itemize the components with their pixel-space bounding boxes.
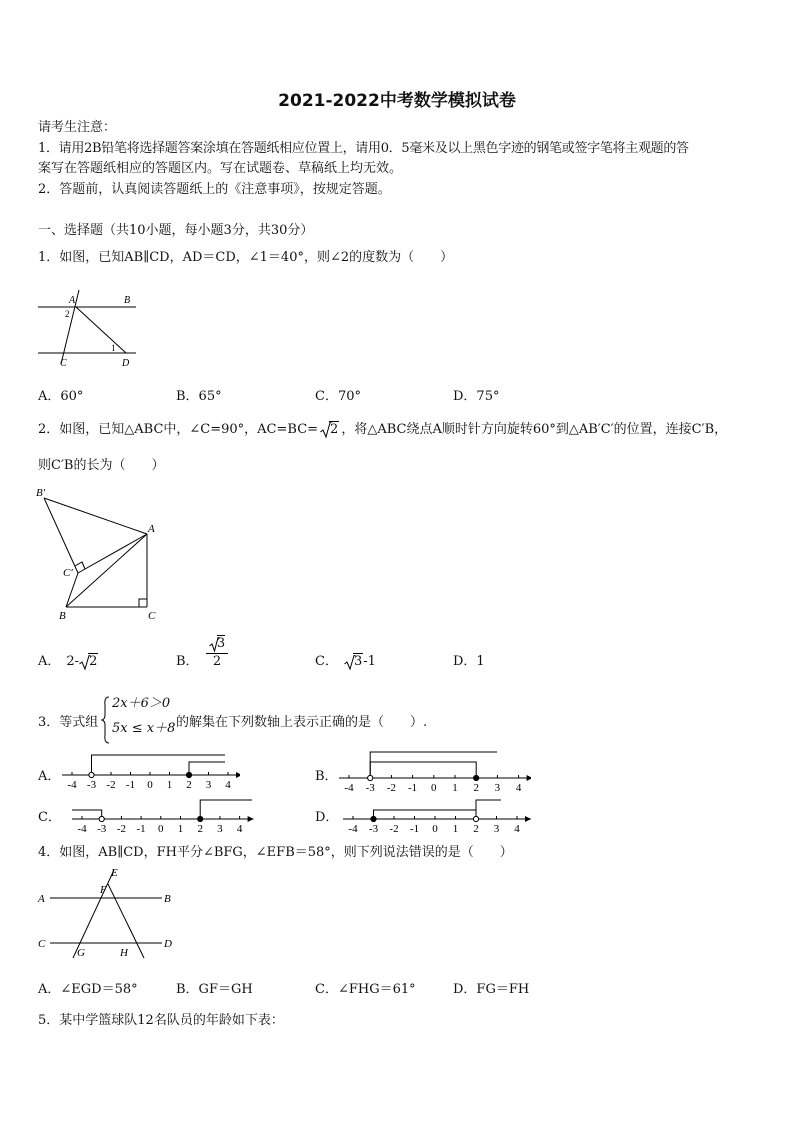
tick-label: 2 [473, 782, 479, 794]
line-ef [73, 870, 114, 958]
q2-option-c: C． 3-1 [315, 654, 376, 669]
q3-suffix: 的解集在下列数轴上表示正确的是（ ）. [176, 715, 428, 730]
q2-option-b-numerator: 3 [216, 636, 226, 651]
open-point [473, 816, 478, 821]
notice-line-2: 案写在答题纸相应的答题区内。写在试题卷、草稿纸上均无效。 [38, 161, 403, 176]
label-b: B [59, 610, 66, 622]
label-g: G [77, 947, 85, 959]
segment-ab [66, 534, 147, 607]
solution-ray [476, 800, 501, 819]
tick-label: 2 [197, 823, 203, 835]
solution-ray [374, 810, 477, 819]
label-a: A [148, 523, 155, 535]
solution-ray [200, 800, 252, 819]
tick-label: -4 [67, 779, 77, 791]
label-b: B [164, 893, 171, 905]
tick-label: 1 [452, 823, 459, 835]
q3-option-b: B． [315, 769, 338, 784]
label-d: D [122, 358, 130, 369]
open-point [368, 775, 373, 780]
tick-label: -1 [408, 782, 418, 794]
label-c: C [148, 610, 156, 622]
tick-label: -4 [348, 823, 358, 835]
q2-stem-a: 2．如图，已知△ABC中，∠C=90°，AC=BC= [38, 422, 319, 437]
tick-label: 1 [177, 823, 184, 835]
tick-label: 4 [514, 823, 520, 835]
notice-line-1: 1．请用2B铅笔将选择题答案涂填在答题纸相应位置上，请用0．5毫米及以上黑色字迹的钢笔或签字笔将主观题的答 [38, 141, 689, 156]
tick-label: -2 [116, 823, 126, 835]
q3-number-line-a [60, 750, 240, 794]
tick-label: 0 [158, 823, 164, 835]
tick-label: -3 [86, 779, 97, 791]
q3-inequality-1: 2x＋6＞0 [112, 696, 171, 711]
tick-label: 1 [452, 782, 458, 794]
q2-option-d: D．1 [453, 654, 485, 669]
q2-option-a: A． 2- 2 [38, 654, 98, 669]
label-a: A [69, 295, 76, 306]
open-point [99, 816, 104, 821]
label-f: F [100, 884, 107, 896]
tick-label: 2 [186, 779, 192, 791]
tick-label: -2 [389, 823, 399, 835]
tick-label: 3 [217, 823, 223, 835]
q1-figure [34, 288, 144, 372]
tick-label: 3 [493, 823, 500, 835]
tick-label: -4 [77, 823, 87, 835]
right-angle-cp-mark [75, 562, 85, 569]
tick-label: 4 [225, 779, 231, 791]
tick-label: -1 [125, 779, 136, 791]
axis-arrow [236, 772, 240, 778]
tick-label: 4 [515, 782, 522, 794]
q3-number-line-c [70, 796, 260, 836]
angle-2-label: 2 [65, 309, 70, 319]
q5-stem: 5．某中学篮球队12名队员的年龄如下表： [38, 1013, 284, 1028]
q2-option-b-denominator: 2 [206, 653, 228, 669]
q3-number-line-b [337, 748, 531, 794]
sqrt-2 [320, 420, 339, 440]
q1-option-a: A．60° [38, 389, 84, 404]
q2-option-c-radicand: 3 [353, 654, 363, 669]
section-heading: 一、选择题（共10小题，每小题3分，共30分） [38, 223, 314, 238]
axis-arrow [248, 816, 254, 822]
tick-label: 0 [431, 782, 437, 794]
label-e: E [111, 867, 118, 879]
tick-label: -3 [97, 823, 107, 835]
tick-label: 0 [432, 823, 438, 835]
q1-option-d: D．75° [453, 389, 500, 404]
q4-stem: 4．如图，AB∥CD，FH平分∠BFG，∠EFB＝58°，则下列说法错误的是（ ） [38, 845, 513, 860]
open-point [89, 772, 94, 777]
q3-number-line-d [341, 796, 533, 836]
solution-ray [92, 755, 226, 775]
segment-ad [76, 307, 126, 353]
axis-arrow [525, 816, 531, 822]
q3-option-d: D． [315, 810, 339, 825]
tick-label: 2 [473, 823, 479, 835]
angle-1-label: 1 [111, 343, 116, 353]
closed-point [186, 772, 191, 777]
label-d: D [164, 938, 172, 950]
q2-radicand: 2 [330, 422, 339, 437]
q1-stem: 1．如图，已知AB∥CD，AD＝CD，∠1＝40°，则∠2的度数为（ ） [38, 250, 454, 265]
q4-option-d: D．FG＝FH [453, 982, 530, 997]
q4-option-a: A．∠EGD＝58° [38, 982, 138, 997]
page-title: 2021-2022中考数学模拟试卷 [278, 91, 516, 111]
q2-figure [30, 484, 170, 624]
right-angle-c-mark [139, 599, 147, 607]
q4-option-c: C．∠FHG＝61° [315, 982, 416, 997]
solution-ray [72, 810, 102, 819]
q2-stem-line-1 [38, 420, 727, 440]
label-c-prime: C′ [63, 567, 73, 579]
tick-label: -4 [344, 782, 354, 794]
q1-option-b: B．65° [176, 389, 222, 404]
q3-inequality-2: 5x ≤ x＋8 [112, 721, 176, 736]
closed-point [474, 775, 479, 780]
segment-cp-a [78, 534, 147, 573]
label-b-prime: B′ [36, 487, 46, 499]
tick-label: -1 [136, 823, 146, 835]
tick-label: -1 [409, 823, 420, 835]
q4-figure [34, 864, 184, 964]
solution-ray [370, 752, 497, 778]
segment-bp-a [44, 498, 147, 534]
q3-prefix: 3．等式组 [38, 715, 99, 730]
label-h: H [120, 947, 128, 959]
closed-point [198, 816, 203, 821]
solution-ray [189, 762, 225, 775]
tick-label: -3 [368, 823, 379, 835]
tick-label: 3 [494, 782, 501, 794]
notice-line-3: 2．答题前，认真阅读答题纸上的《注意事项》，按规定答题。 [38, 182, 391, 197]
tick-label: 3 [205, 779, 212, 791]
axis-arrow [527, 775, 531, 781]
tick-label: -2 [106, 779, 116, 791]
label-a: A [38, 893, 45, 905]
q3-brace [101, 695, 111, 745]
q1-option-c: C．70° [315, 389, 361, 404]
q2-stem-line-2: 则C′B的长为（ ） [38, 458, 165, 473]
tick-label: 1 [166, 779, 173, 791]
tick-label: 4 [236, 823, 243, 835]
q2-stem-b: ，将△ABC绕点A顺时针方向旋转60°到△AB′C′的位置，连接C′B， [341, 422, 728, 437]
tick-label: -3 [365, 782, 375, 794]
label-c: C [38, 938, 46, 950]
q2-option-a-radicand: 2 [89, 654, 98, 669]
q3-option-c: C． [38, 810, 61, 825]
notice-heading: 请考生注意： [38, 120, 117, 135]
label-c: C [60, 358, 67, 369]
label-b: B [124, 295, 131, 306]
tick-label: -2 [386, 782, 396, 794]
closed-point [371, 816, 376, 821]
solution-ray [370, 762, 476, 778]
segment-bp-cp [44, 498, 78, 573]
q4-option-b: B．GF＝GH [176, 982, 253, 997]
tick-label: 0 [147, 779, 153, 791]
q3-option-a: A． [38, 769, 61, 784]
